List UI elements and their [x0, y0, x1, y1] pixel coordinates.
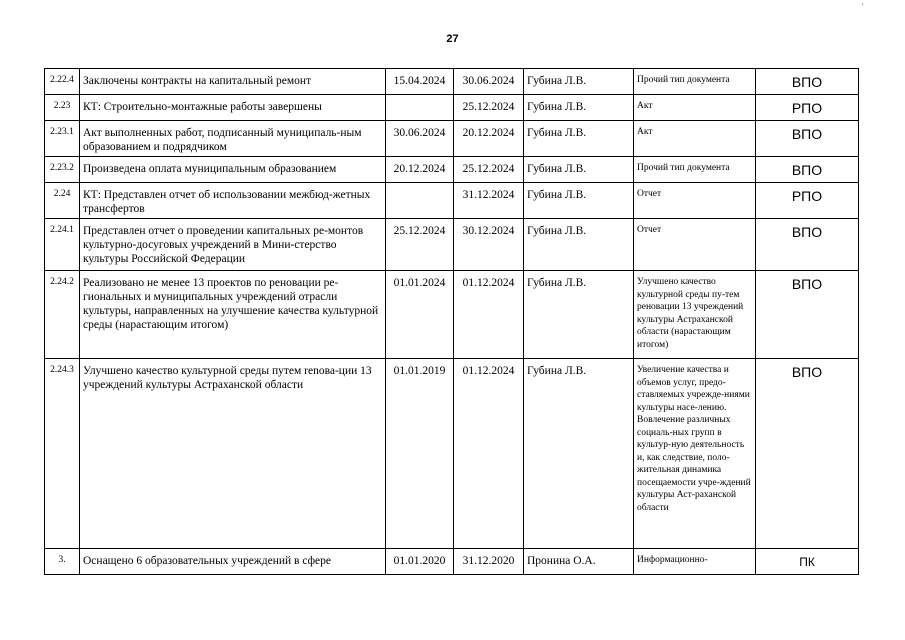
row-document-type: Отчет [634, 183, 756, 219]
row-control-type: ПК [756, 549, 859, 575]
plan-table [44, 68, 859, 575]
row-document-type: Прочий тип документа [634, 69, 756, 95]
row-control-type: ВПО [756, 121, 859, 157]
row-responsible: Губина Л.В. [524, 69, 634, 95]
table-row [45, 549, 859, 575]
table-row [45, 359, 859, 549]
row-start-date: 30.06.2024 [386, 121, 454, 157]
row-description: КТ: Представлен отчет об использовании межбюд-жетных трансфертов [80, 183, 386, 219]
table-row [45, 219, 859, 271]
row-responsible: Губина Л.В. [524, 271, 634, 359]
row-start-date: 01.01.2024 [386, 271, 454, 359]
row-start-date: 20.12.2024 [386, 157, 454, 183]
table-row [45, 121, 859, 157]
row-document-type: Улучшено качество культурной среды пу-тем реновации 13 учреждений культуры Астраханской области (нарастающим итогом) [634, 271, 756, 359]
row-end-date: 31.12.2024 [454, 183, 524, 219]
row-control-type: ВПО [756, 359, 859, 549]
row-document-type: Увеличение качества и объемов услуг, предо-ставляемых учрежде-ниями культуры насе-лению. Вовлечение различных социаль-ных групп в культур-ную деятельность и, как следствие, поло-жительная динамика посещаемости учре-ждений культуры Аст-раханской области [634, 359, 756, 549]
row-number: 2.23.2 [45, 157, 80, 183]
row-start-date: 15.04.2024 [386, 69, 454, 95]
row-description: Заключены контракты на капитальный ремонт [80, 69, 386, 95]
row-description: Оснащено 6 образовательных учреждений в сфере [80, 549, 386, 575]
row-number: 3. [45, 549, 80, 575]
row-number: 2.24.1 [45, 219, 80, 271]
table-row [45, 157, 859, 183]
row-document-type: Прочий тип документа [634, 157, 756, 183]
row-start-date: 01.01.2019 [386, 359, 454, 549]
row-end-date: 31.12.2020 [454, 549, 524, 575]
row-end-date: 20.12.2024 [454, 121, 524, 157]
row-description: КТ: Строительно-монтажные работы завершены [80, 95, 386, 121]
row-description: Акт выполненных работ, подписанный муниципаль-ным образованием и подрядчиком [80, 121, 386, 157]
row-description: Реализовано не менее 13 проектов по реновации ре-гиональных и муниципальных учреждений отрасли культуры, направленных на улучшение качества культурной среды (нарастающим итогом) [80, 271, 386, 359]
row-responsible: Губина Л.В. [524, 183, 634, 219]
row-number: 2.23 [45, 95, 80, 121]
row-end-date: 01.12.2024 [454, 271, 524, 359]
row-number: 2.22.4 [45, 69, 80, 95]
row-description: Произведена оплата муниципальным образованием [80, 157, 386, 183]
row-control-type: РПО [756, 183, 859, 219]
row-responsible: Губина Л.В. [524, 95, 634, 121]
row-control-type: ВПО [756, 219, 859, 271]
row-number: 2.24.3 [45, 359, 80, 549]
row-control-type: РПО [756, 95, 859, 121]
row-responsible: Губина Л.В. [524, 121, 634, 157]
row-start-date [386, 95, 454, 121]
row-number: 2.24.2 [45, 271, 80, 359]
page-number: 27 [446, 33, 459, 45]
row-number: 2.24 [45, 183, 80, 219]
row-end-date: 25.12.2024 [454, 157, 524, 183]
row-start-date: 01.01.2020 [386, 549, 454, 575]
table-row [45, 271, 859, 359]
row-responsible: Губина Л.В. [524, 219, 634, 271]
row-end-date: 30.06.2024 [454, 69, 524, 95]
row-document-type: Акт [634, 121, 756, 157]
row-number: 2.23.1 [45, 121, 80, 157]
table-row [45, 183, 859, 219]
row-document-type: Отчет [634, 219, 756, 271]
row-responsible: Губина Л.В. [524, 359, 634, 549]
row-document-type: Акт [634, 95, 756, 121]
row-start-date: 25.12.2024 [386, 219, 454, 271]
table-row [45, 69, 859, 95]
row-end-date: 01.12.2024 [454, 359, 524, 549]
row-responsible: Пронина О.А. [524, 549, 634, 575]
row-end-date: 30.12.2024 [454, 219, 524, 271]
row-description: Представлен отчет о проведении капитальных ре-монтов культурно-досуговых учреждений в Мини-стерство культуры Российской Федерации [80, 219, 386, 271]
corner-mark: ' [862, 2, 864, 12]
row-document-type: Информационно- [634, 549, 756, 575]
row-responsible: Губина Л.В. [524, 157, 634, 183]
row-start-date [386, 183, 454, 219]
row-control-type: ВПО [756, 69, 859, 95]
row-control-type: ВПО [756, 157, 859, 183]
row-description: Улучшено качество культурной среды путем renова-ции 13 учреждений культуры Астраханской области [80, 359, 386, 549]
table-row [45, 95, 859, 121]
row-end-date: 25.12.2024 [454, 95, 524, 121]
row-control-type: ВПО [756, 271, 859, 359]
